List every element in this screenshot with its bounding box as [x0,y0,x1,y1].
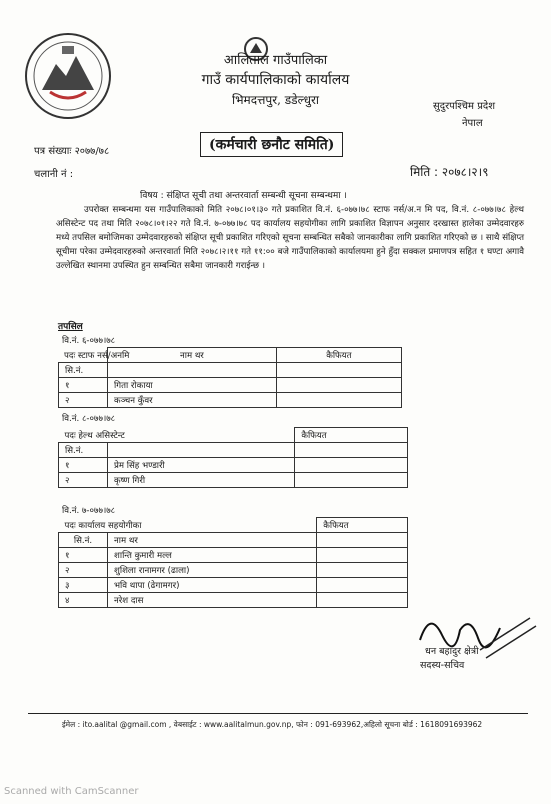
col-name: नाम थर [108,533,317,548]
body-paragraph: उपरोक्त सम्बन्धमा यस गाउँपालिकाको मिति २०७८।०१।३० गते प्रकाशित वि.नं. ६-०७७।७८ स्टाफ नर्स/अ.न मि पद, वि.नं. ८-०७७।७८ हेल्थ असिस्टेन्ट पद तथा मिति २०७८।०१।२२ गते वि.नं. ७-०७७।७८ पद कार्यालय सहयोगीका लागि प्रकाशित विज्ञापन अनुसार दरखास्त हालेका उम्मेदवारहरु मध्ये तपसिल बमोजिमका उम्मेदवारहरुको संक्षिप्त सूची प्रकाशित गरिएको सूचना सम्बन्धित सबैको जानकारीका लागि प्रकाशित गरिएको छ । साथै संक्षिप्त सूचीमा परेका उम्मेदवारहरुको अन्तरवार्ता मिति २०७८।२।११ गते ११:०० बजे गाउँपालिकाको कार्यालयमा हुने हुँदा सक्कल प्रमाणपत्र सहित १ घण्टा अगावै उल्लेखित स्थानमा उपस्थित हुन सम्बन्धित सबैमा जानकारी गराईन्छ । [56,205,524,271]
letterhead-municipality: आलिताल गाउँपालिका [223,53,328,68]
table-row: ४ नरेश दास [59,593,408,608]
col-serial: सि.नं. [59,363,108,378]
adv-number-3: वि.नं. ७-०७७।७८ [62,506,116,516]
table-row: ३ भवि थापा (ढेगामगर) [59,578,408,593]
letterhead-address: भिमदत्तपुर, डडेल्धुरा [232,93,319,107]
table-header-row: सि.नं. [59,443,408,458]
col-name: नाम थर [108,348,277,363]
table-header-row: सि.नं. नाम थर [59,533,408,548]
letter-subject: विषय : संक्षिप्त सूची तथा अन्तरवार्ता सम्बन्धी सूचना सम्बन्धमा । [140,191,347,201]
col-remarks: कैफियत [276,348,401,363]
post-name-1: पदः स्टाफ नर्स/अनमि [64,351,130,361]
table-header-row [59,363,402,378]
table-row: २ कञ्चन कुँवर [59,393,402,408]
letterhead-country: नेपाल [462,118,483,129]
committee-title: (कर्मचारी छनौट समिति) [200,132,343,157]
candidate-table-2 [58,427,408,488]
dispatch-number: चलानी नं : [34,169,74,180]
table-row: १ गिता रोकाया [59,378,402,393]
col-remarks: कैफियत [295,428,408,443]
candidate-table-1 [58,347,402,408]
footer-divider [28,713,528,714]
letterhead-office: गाउँ कार्यपालिकाको कार्यालय [201,72,350,88]
signatory-name: धन बहादुर क्षेत्री [425,646,479,657]
letter-number: पत्र संख्याः २०७७/७८ [34,146,110,157]
post-name-3: पदः कार्यालय सहयोगीका [64,520,142,531]
candidate-table-3 [58,517,408,608]
signatory-designation: सदस्य-सचिव [420,660,465,671]
col-remarks: कैफियत [317,518,408,533]
table-row: २ शुशिला रानामगर (ढाला) [59,563,408,578]
post-name-2: पदः हेल्थ असिस्टेन्ट [64,430,125,441]
table-row: १ शान्ति कुमारी मल्ल [59,548,408,563]
adv-number-1: वि.नं. ६-०७७।७८ [62,336,116,346]
table-row: २ कृष्ण गिरी [59,473,408,488]
footer-contact: ईमेल : ito.aalital @gmail.com , वेबसाईट : www.aalitalmun.gov.np, फोन : 091-693962,अहिलो सूचना बोर्ड : 1618091693962 [62,720,483,729]
letter-date: मिति : २०७८।२।९ [410,165,489,179]
letterhead-province: सुदुरपश्चिम प्रदेश [433,101,495,112]
adv-number-2: वि.नं. ८-०७७।७८ [62,414,116,424]
schedule-heading: तपसिल [58,322,83,332]
scanner-watermark: Scanned with CamScanner [4,786,139,797]
letter-body [56,203,524,273]
table-row: १ प्रेम सिंह भण्डारी [59,458,408,473]
